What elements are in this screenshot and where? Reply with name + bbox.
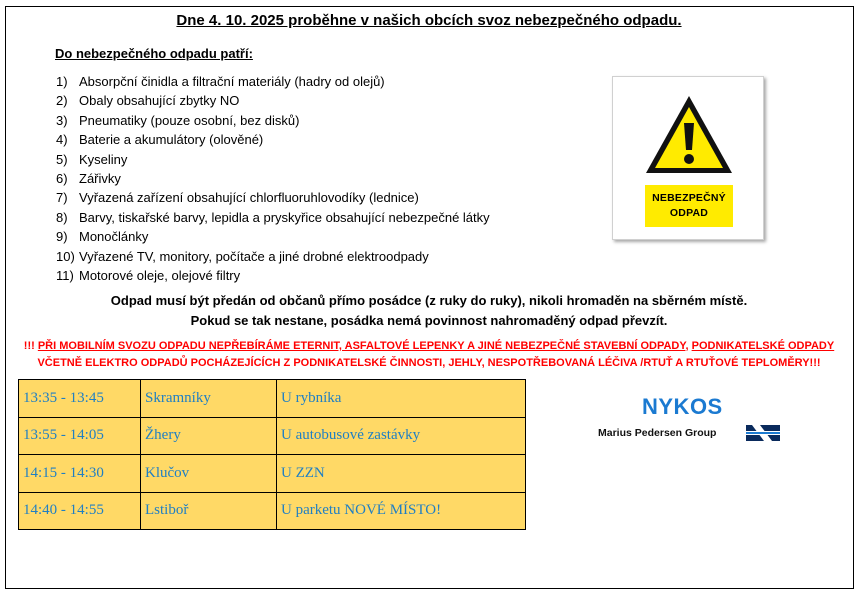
village-cell: Lstiboř bbox=[141, 492, 277, 530]
item-text: Monočlánky bbox=[79, 229, 149, 245]
hazard-warning-sign bbox=[612, 76, 764, 240]
table-row bbox=[19, 380, 526, 418]
item-number: 9) bbox=[56, 229, 68, 245]
item-text: Vyřazené TV, monitory, počítače a jiné drobné elektroodpady bbox=[79, 248, 429, 264]
item-text: Obaly obsahující zbytky NO bbox=[79, 93, 240, 109]
item-text: Pneumatiky (pouze osobní, bez disků) bbox=[79, 112, 300, 128]
item-text: Absorpční činidla a filtrační materiály (hadry od olejů) bbox=[79, 74, 385, 89]
table-row bbox=[19, 455, 526, 493]
item-text: Vyřazená zařízení obsahující chlorfluoruhlovodíky (lednice) bbox=[79, 190, 419, 206]
collection-schedule-table bbox=[18, 379, 526, 530]
list-item bbox=[56, 266, 576, 285]
list-item bbox=[56, 247, 576, 266]
place-cell: U rybníka bbox=[277, 380, 526, 418]
hazard-sign-label bbox=[645, 185, 733, 227]
list-item bbox=[56, 111, 576, 130]
table-row bbox=[19, 492, 526, 530]
village-cell: Skramníky bbox=[141, 380, 277, 418]
item-number: 5) bbox=[56, 151, 68, 167]
marius-pedersen-flag-icon bbox=[746, 425, 780, 441]
handover-notice bbox=[0, 291, 858, 331]
notice-line-2: Pokud se tak nestane, posádka nemá povinnost nahromaděný odpad převzít. bbox=[190, 313, 668, 328]
list-heading: Do nebezpečného odpadu patří: bbox=[55, 46, 253, 61]
alert-line-1: !!! PŘI MOBILNÍM SVOZU ODPADU NEPŘEBÍRÁME ETERNIT, ASFALTOVÉ LEPENKY A JINÉ NEBEZPEČNÉ STAVEBNÍ ODPADY, PODNIKATELSKÉ ODPADY bbox=[23, 340, 835, 352]
list-item bbox=[56, 208, 576, 227]
list-item bbox=[56, 130, 576, 149]
time-cell: 13:35 - 13:45 bbox=[19, 380, 141, 418]
item-text: Kyseliny bbox=[79, 151, 128, 167]
item-number: 3) bbox=[56, 112, 68, 128]
village-cell: Klučov bbox=[141, 455, 277, 493]
item-number: 6) bbox=[56, 171, 68, 187]
place-cell: U parketu NOVÉ MÍSTO! bbox=[277, 492, 526, 530]
logo-tagline: Marius Pedersen Group bbox=[598, 427, 717, 439]
nykos-logo bbox=[596, 392, 786, 448]
item-text: Zářivky bbox=[79, 171, 121, 187]
item-text: Motorové oleje, olejové filtry bbox=[79, 268, 241, 284]
place-cell: U autobusové zastávky bbox=[277, 417, 526, 455]
item-number: 2) bbox=[56, 93, 68, 109]
exclusions-alert bbox=[0, 338, 858, 372]
item-number: 7) bbox=[56, 190, 68, 206]
alert-line-2: VČETNĚ ELEKTRO ODPADŮ POCHÁZEJÍCÍCH Z PODNIKATELSKÉ ČINNOSTI, JEHLY, NESPOTŘEBOVANÁ LÉČIVA /RTUŤ A RTUŤOVÉ TEPLOMĚRY!!! bbox=[37, 357, 821, 369]
list-item bbox=[56, 91, 576, 110]
list-item bbox=[56, 188, 576, 207]
time-cell: 14:40 - 14:55 bbox=[19, 492, 141, 530]
logo-name: NYKOS bbox=[642, 394, 723, 419]
item-number: 10) bbox=[56, 248, 75, 264]
item-text: Barvy, tiskařské barvy, lepidla a pryskyřice obsahující nebezpečné látky bbox=[79, 209, 490, 225]
sign-text-line2: ODPAD bbox=[669, 207, 709, 219]
item-number: 1) bbox=[56, 74, 68, 89]
sign-text-line1: NEBEZPEČNÝ bbox=[652, 192, 726, 204]
list-item bbox=[56, 169, 576, 188]
item-text: Baterie a akumulátory (olověné) bbox=[79, 132, 264, 148]
item-number: 8) bbox=[56, 209, 68, 225]
time-cell: 13:55 - 14:05 bbox=[19, 417, 141, 455]
place-cell: U ZZN bbox=[277, 455, 526, 493]
item-number: 4) bbox=[56, 132, 68, 148]
notice-line-1: Odpad musí být předán od občanů přímo posádce (z ruky do ruky), nikoli hromaděn na sběrném místě. bbox=[110, 293, 748, 308]
list-item bbox=[56, 227, 576, 246]
hazard-triangle-icon bbox=[643, 93, 735, 177]
page-title: Dne 4. 10. 2025 proběhne v našich obcích svoz nebezpečného odpadu. bbox=[176, 12, 682, 29]
list-item bbox=[56, 150, 576, 169]
village-cell: Žhery bbox=[141, 417, 277, 455]
list-item bbox=[56, 72, 576, 91]
table-row bbox=[19, 417, 526, 455]
time-cell: 14:15 - 14:30 bbox=[19, 455, 141, 493]
hazardous-waste-list bbox=[56, 72, 576, 285]
item-number: 11) bbox=[56, 268, 74, 284]
